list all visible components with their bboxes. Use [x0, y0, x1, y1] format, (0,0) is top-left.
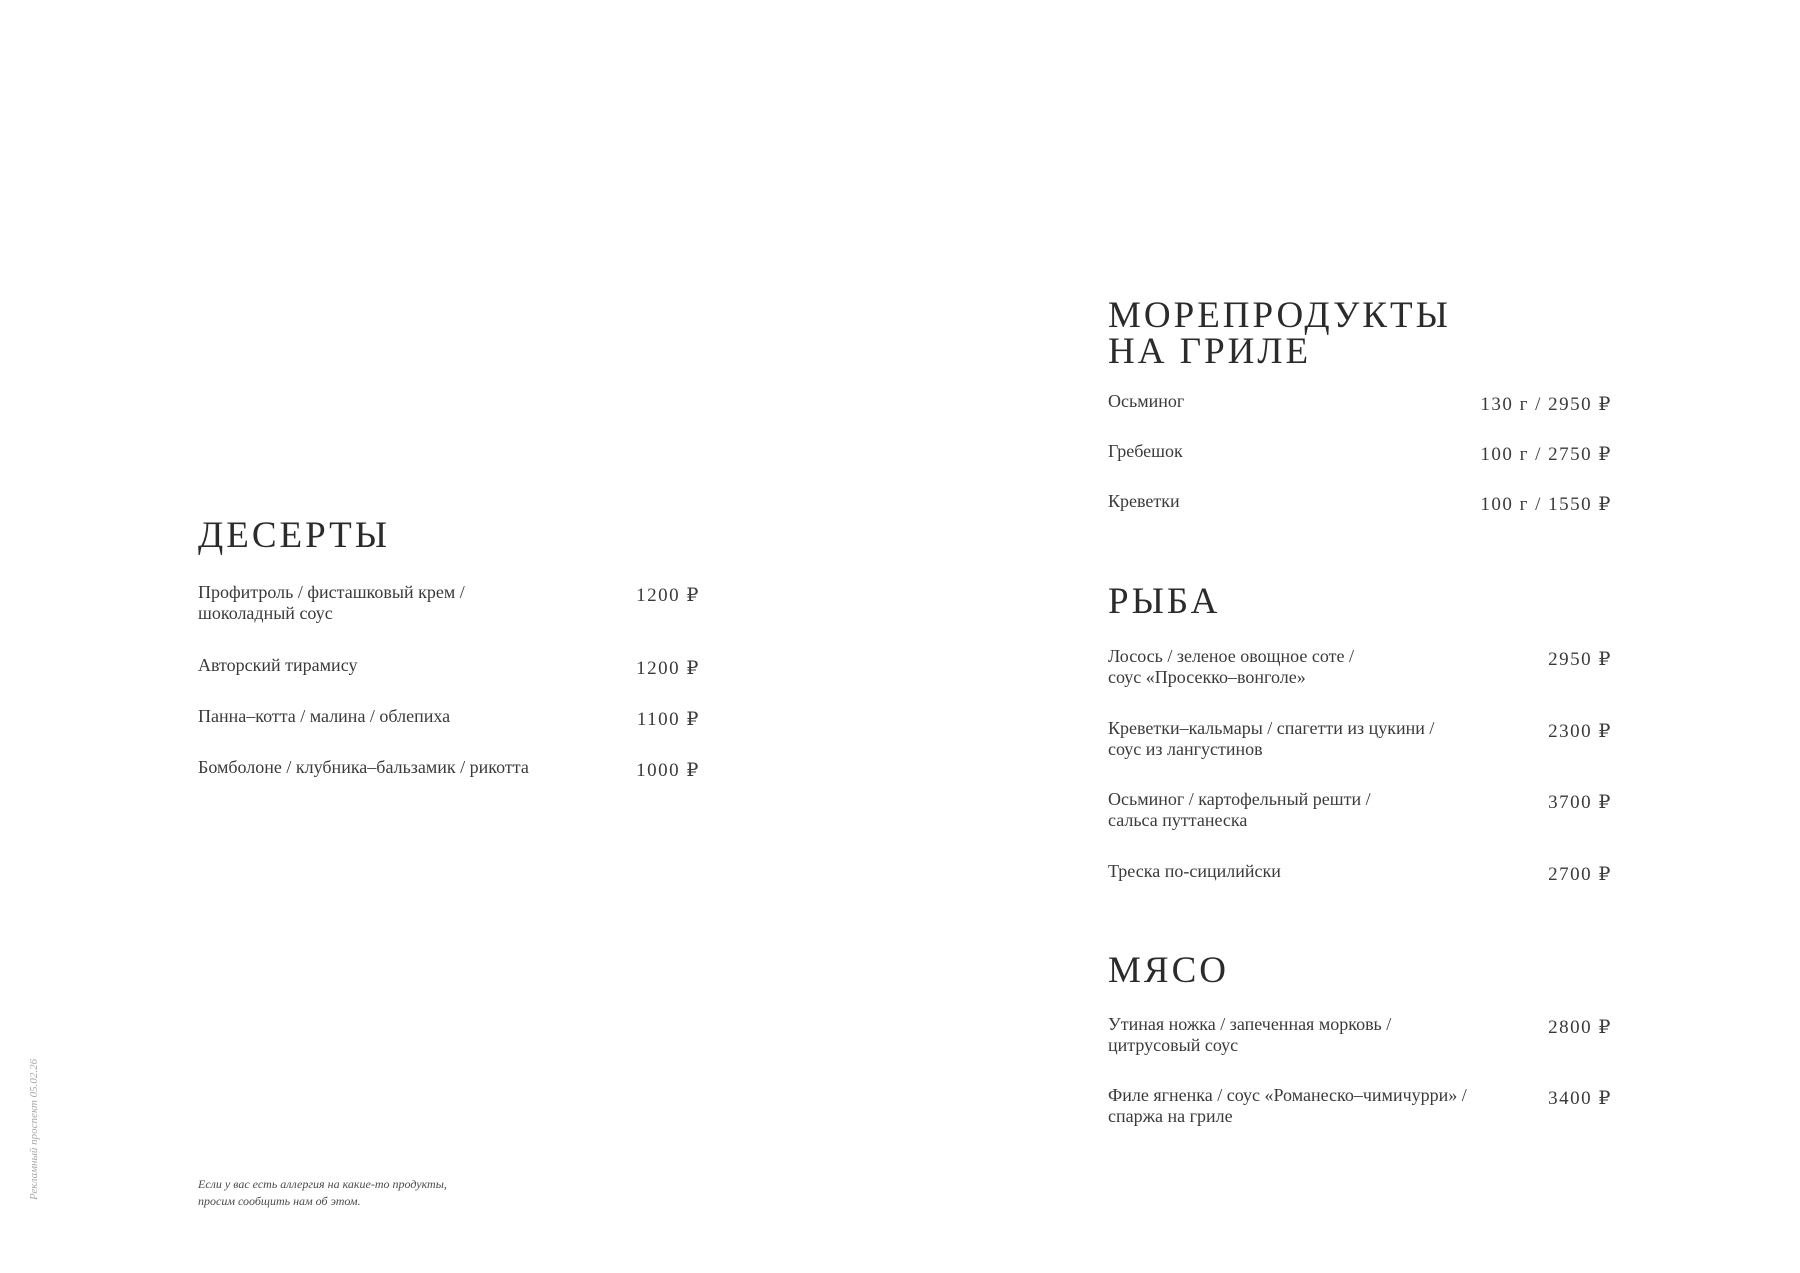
item-price: 100 г / 2750 ₽ [1480, 444, 1612, 465]
item-price: 1000 ₽ [636, 760, 700, 781]
meat-title: МЯСО [1108, 950, 1229, 991]
item-name: Бомболоне / клубника–бальзамик / рикотта [198, 757, 529, 777]
item-price: 100 г / 1550 ₽ [1480, 494, 1612, 515]
seafood-title: МОРЕПРОДУКТЫ НА ГРИЛЕ [1108, 295, 1451, 372]
item-name: Панна–котта / малина / облепиха [198, 706, 451, 726]
item-price: 130 г / 2950 ₽ [1480, 394, 1612, 415]
desserts-section [198, 515, 700, 798]
item-name: Гребешок [1108, 441, 1183, 461]
item-name: Лосось / зеленое овощное соте / соус «Просекко–вонголе» [1108, 646, 1354, 687]
item-price: 3700 ₽ [1548, 792, 1612, 813]
item-price: 1200 ₽ [636, 658, 700, 679]
item-price: 2300 ₽ [1548, 721, 1612, 742]
item-name: Профитроль / фисташковый крем / шоколадный соус [198, 582, 465, 623]
item-price: 2950 ₽ [1548, 649, 1612, 670]
side-label: Рекламный проспект 05.02.26 [28, 1058, 40, 1200]
item-price: 1100 ₽ [636, 709, 700, 730]
allergy-footnote: Если у вас есть аллергия на какие-то продукты, просим сообщить нам об этом. [198, 1177, 447, 1208]
fish-title: РЫБА [1108, 581, 1221, 622]
fish-section [1108, 581, 1612, 904]
meat-section [1108, 950, 1612, 1143]
item-name: Осьминог [1108, 391, 1185, 411]
item-price: 2700 ₽ [1548, 864, 1612, 885]
item-name: Осьминог / картофельный решти / сальса путтанеска [1108, 789, 1371, 830]
item-price: 1200 ₽ [636, 585, 700, 606]
item-name: Утиная ножка / запеченная морковь / цитрусовый соус [1108, 1014, 1392, 1055]
item-name: Креветки–кальмары / спагетти из цукини / соус из лангустинов [1108, 718, 1435, 759]
item-name: Филе ягненка / соус «Романеско–чимичурри» / спаржа на гриле [1108, 1085, 1467, 1126]
item-name: Авторский тирамису [198, 655, 358, 675]
item-name: Креветки [1108, 491, 1180, 511]
item-price: 2800 ₽ [1548, 1017, 1612, 1038]
desserts-title: ДЕСЕРТЫ [198, 515, 391, 556]
item-name: Треска по-сицилийски [1108, 861, 1281, 881]
item-price: 3400 ₽ [1548, 1088, 1612, 1109]
seafood-section [1108, 295, 1612, 528]
